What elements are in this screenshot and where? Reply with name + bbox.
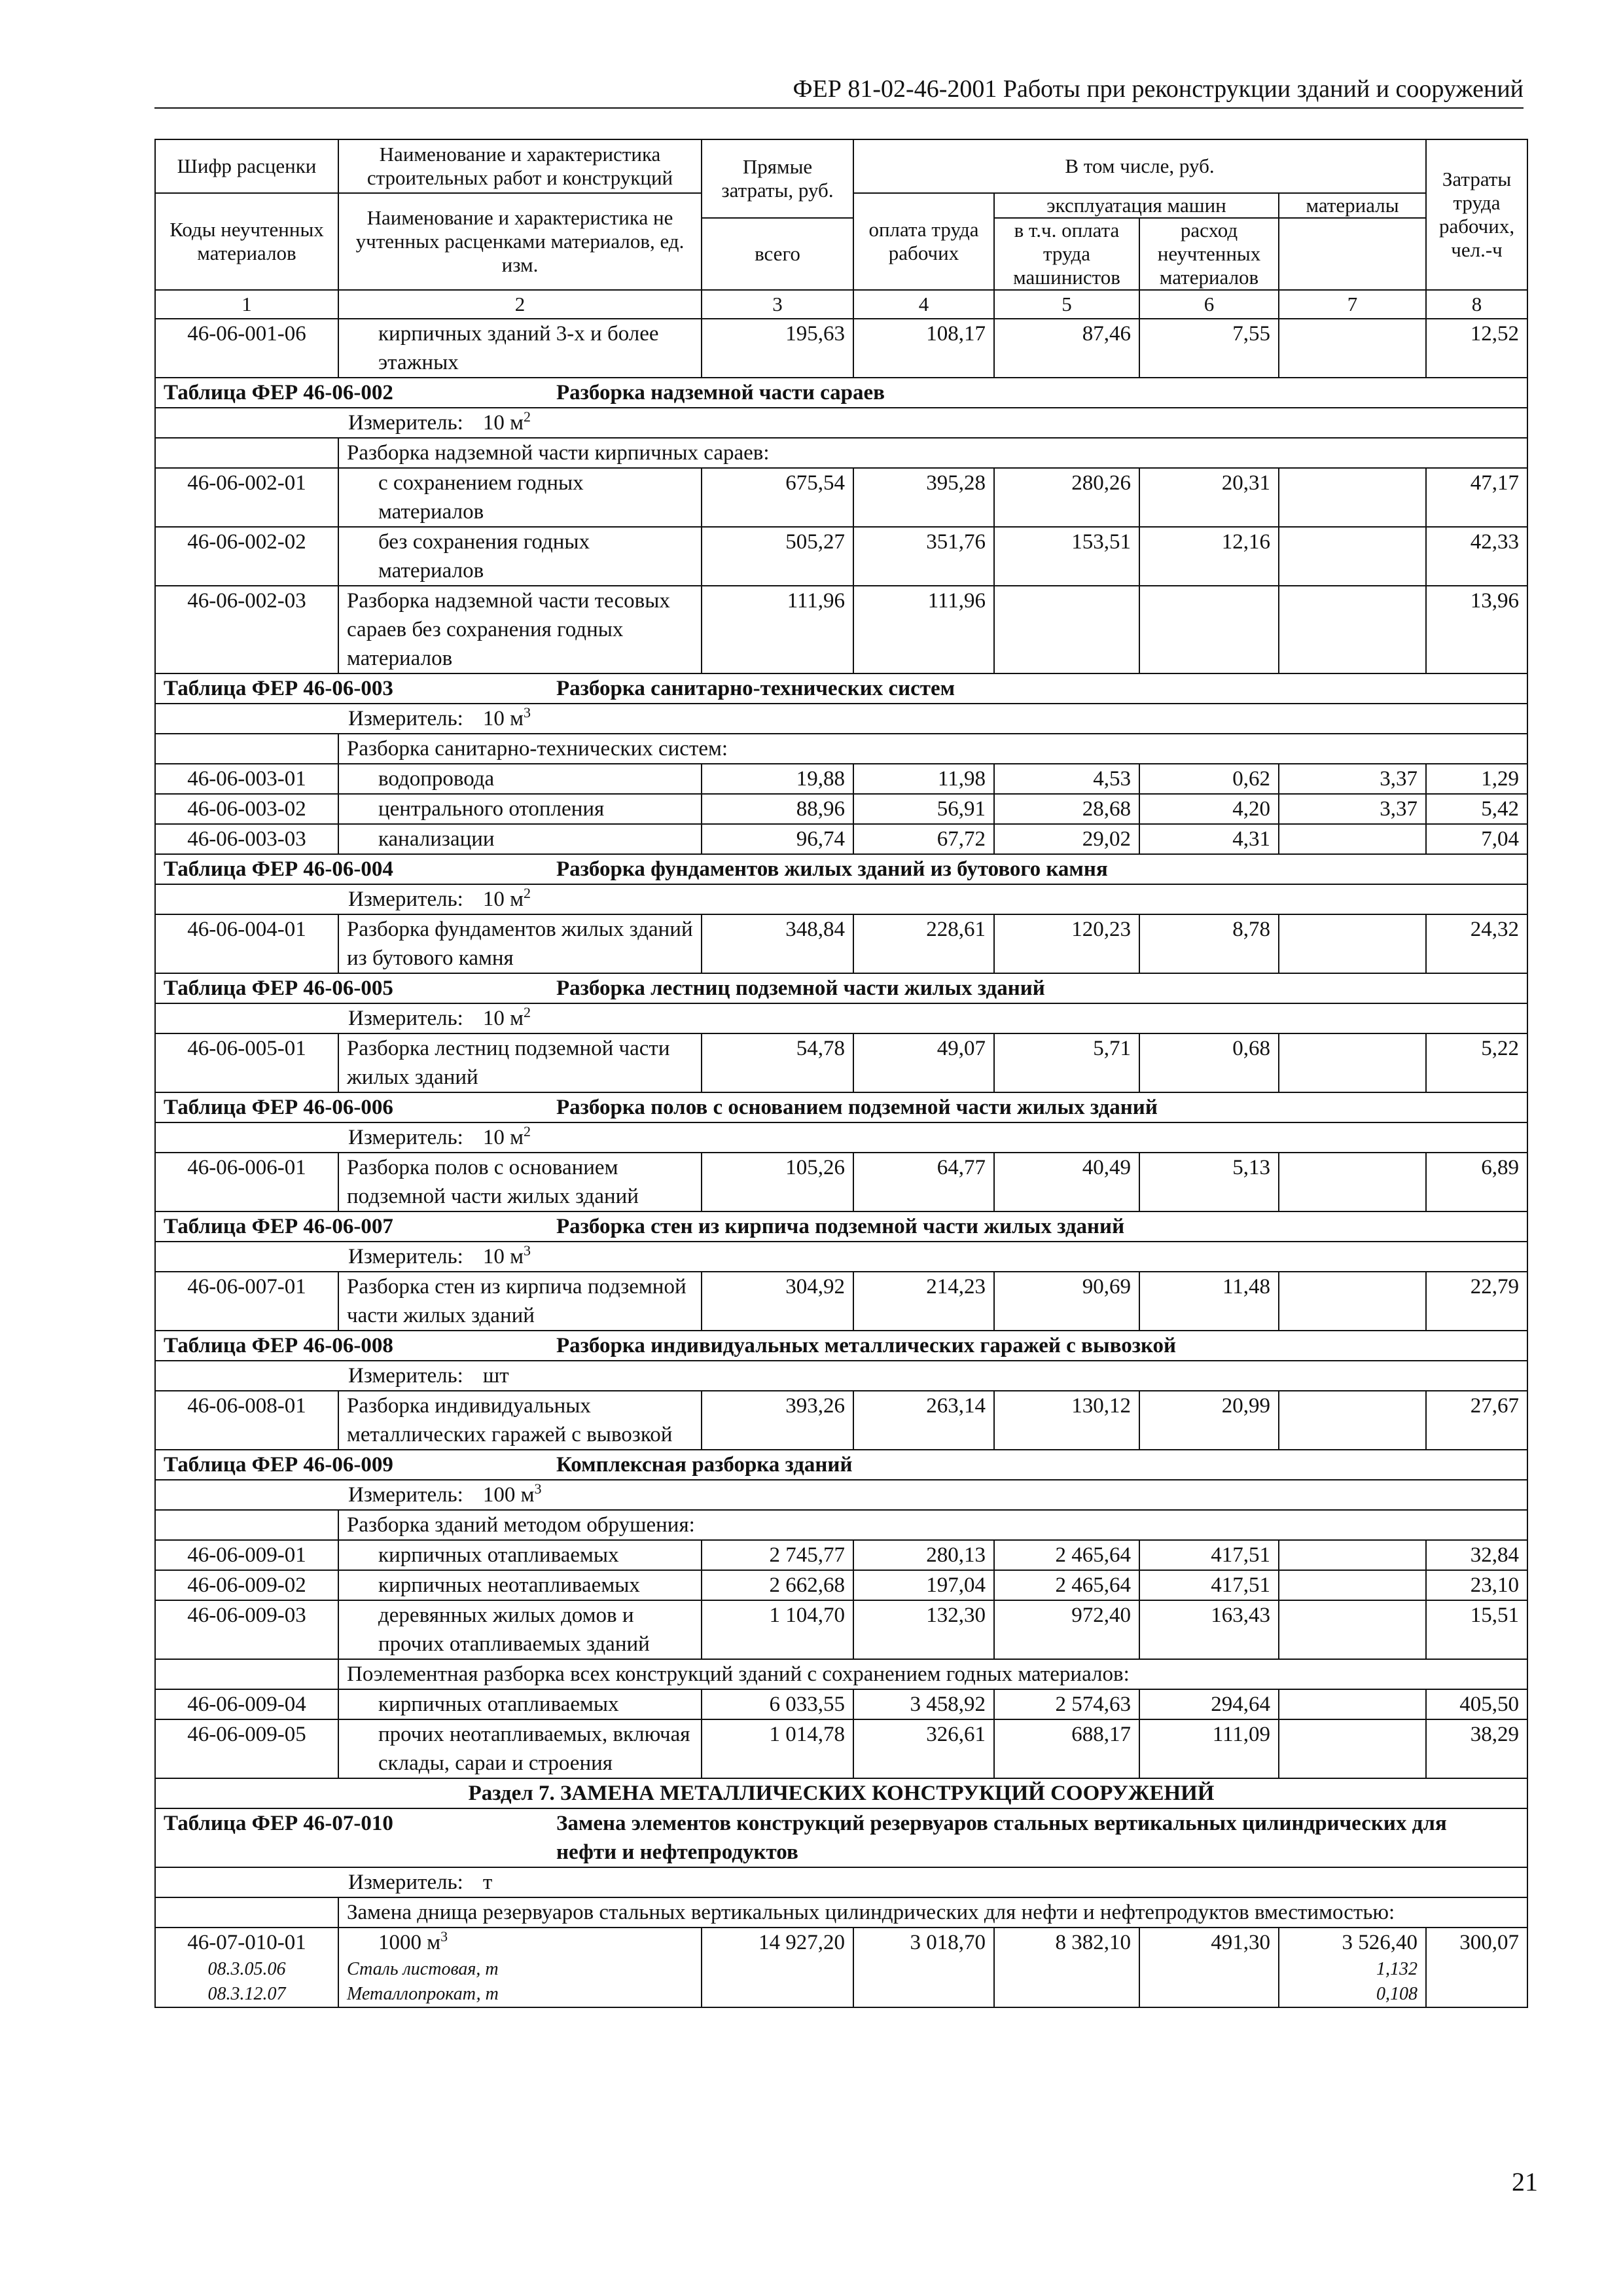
col-header-incl: В том числе, руб.: [853, 139, 1426, 193]
labor-cost: 15,51: [1426, 1600, 1527, 1659]
measure-value: 10 $м^2$: [482, 885, 531, 911]
machinist-wages: 5,13: [1139, 1153, 1279, 1211]
rate-code: [155, 1928, 338, 2007]
table-row: [155, 914, 1527, 973]
table-title: [155, 1092, 1527, 1122]
col-number: 6: [1139, 290, 1279, 319]
machinist-wages: 7,55: [1139, 319, 1279, 378]
rate-name: кирпичных зданий 3-х и более этажных: [338, 319, 702, 378]
measure-row: [155, 408, 1527, 438]
machines-total: 120,23: [994, 914, 1139, 973]
materials: [1279, 468, 1426, 527]
col-header-codes-materials: Коды неучтенных материалов: [155, 193, 338, 290]
col-number: 8: [1426, 290, 1527, 319]
materials: [1279, 1391, 1426, 1450]
labor-cost: 7,04: [1426, 824, 1527, 854]
table-title-text: Разборка санитарно-технических систем: [556, 677, 955, 700]
table-title-text: Замена элементов конструкций резервуаров стальных вертикальных цилиндрических для нефти и нефтепродуктов: [556, 1812, 1447, 1864]
col-header-labor: Затраты труда рабочих, чел.-ч: [1426, 139, 1527, 290]
direct-cost: 54,78: [702, 1033, 853, 1092]
wages: 228,61: [853, 914, 994, 973]
labor-cost: 22,79: [1426, 1272, 1527, 1331]
direct-cost: 6 033,55: [702, 1689, 853, 1719]
machines-total: 2 574,63: [994, 1689, 1139, 1719]
group-caption: Разборка зданий методом обрушения:: [338, 1510, 1527, 1540]
group-caption: Поэлементная разборка всех конструкций зданий с сохранением годных материалов:: [338, 1659, 1527, 1689]
table-title-text: Разборка стен из кирпича подземной части жилых зданий: [556, 1215, 1125, 1238]
direct-cost: 505,27: [702, 527, 853, 586]
header-rule: [154, 107, 1524, 109]
measure-value: 10 $м^2$: [482, 1123, 531, 1149]
col-number: 7: [1279, 290, 1426, 319]
rate-code: 46-06-006-01: [155, 1153, 338, 1211]
rate-code: 46-06-001-06: [155, 319, 338, 378]
materials: [1279, 1719, 1426, 1778]
price-table: [154, 139, 1528, 2008]
table-title-text: Разборка лестниц подземной части жилых зданий: [556, 977, 1045, 1000]
measure-label: Измеритель:: [348, 1126, 463, 1149]
machinist-wages: 20,31: [1139, 468, 1279, 527]
group-caption: Разборка надземной части кирпичных сараев:: [338, 438, 1527, 468]
rate-name: Разборка стен из кирпича подземной части жилых зданий: [338, 1272, 702, 1331]
col-header-code: Шифр расценки: [155, 139, 338, 193]
direct-cost: 1 104,70: [702, 1600, 853, 1659]
machinist-wages: 417,51: [1139, 1570, 1279, 1600]
table-row: [155, 1033, 1527, 1092]
wages: 197,04: [853, 1570, 994, 1600]
table-code: Таблица ФЕР 46-06-007: [164, 1215, 393, 1238]
col-number: 4: [853, 290, 994, 319]
rate-code: 46-06-003-03: [155, 824, 338, 854]
materials: [1279, 586, 1426, 673]
table-title-text: Разборка индивидуальных металлических гаражей с вывозкой: [556, 1334, 1177, 1357]
table-code: Таблица ФЕР 46-06-002: [164, 381, 393, 404]
materials: [1279, 319, 1426, 378]
document-header: ФЕР 81-02-46-2001 Работы при реконструкции зданий и сооружений: [793, 75, 1524, 103]
machinist-wages: 11,48: [1139, 1272, 1279, 1331]
materials: [1279, 527, 1426, 586]
direct-cost: 96,74: [702, 824, 853, 854]
table-row: [155, 319, 1527, 378]
wages: 280,13: [853, 1540, 994, 1570]
machines-total: 87,46: [994, 319, 1139, 378]
rate-name: Разборка фундаментов жилых зданий из бутового камня: [338, 914, 702, 973]
rate-code: 46-06-002-01: [155, 468, 338, 527]
labor-cost: 12,52: [1426, 319, 1527, 378]
wages: 3 018,70: [853, 1928, 994, 2007]
wages: 64,77: [853, 1153, 994, 1211]
materials: [1279, 1689, 1426, 1719]
table-title-text: Комплексная разборка зданий: [556, 1453, 853, 1477]
col-header-materials-sub: расход неучтенных материалов: [1139, 218, 1279, 290]
direct-cost: 348,84: [702, 914, 853, 973]
col-header-machines: эксплуатация машин: [994, 193, 1279, 218]
table-title: [155, 854, 1527, 884]
machinist-wages: 8,78: [1139, 914, 1279, 973]
measure-label: Измеритель:: [348, 707, 463, 730]
measure-value: шт: [482, 1364, 509, 1388]
labor-cost: 13,96: [1426, 586, 1527, 673]
table-row: [155, 1928, 1527, 2007]
table-row: [155, 1719, 1527, 1778]
wages: 351,76: [853, 527, 994, 586]
direct-cost: 19,88: [702, 764, 853, 794]
machines-total: 2 465,64: [994, 1570, 1139, 1600]
rate-name: кирпичных отапливаемых: [338, 1689, 702, 1719]
table-title: [155, 378, 1527, 408]
machinist-wages: 20,99: [1139, 1391, 1279, 1450]
material-qty: 1,132: [1376, 1959, 1418, 1979]
materials: [1279, 1272, 1426, 1331]
machinist-wages: 0,62: [1139, 764, 1279, 794]
wages: 56,91: [853, 794, 994, 824]
measure-value: 10 $м^2$: [482, 1004, 531, 1030]
measure-value: 10 $м^3$: [482, 1242, 531, 1268]
direct-cost: 2 745,77: [702, 1540, 853, 1570]
direct-cost: 105,26: [702, 1153, 853, 1211]
rate-code-value: 46-07-010-01: [187, 1931, 306, 1954]
machinist-wages: 417,51: [1139, 1540, 1279, 1570]
table-row: [155, 764, 1527, 794]
materials: [1279, 1570, 1426, 1600]
materials: [1279, 914, 1426, 973]
machines-total: 8 382,10: [994, 1928, 1139, 2007]
rate-code: 46-06-009-05: [155, 1719, 338, 1778]
machinist-wages: 4,20: [1139, 794, 1279, 824]
labor-cost: 5,22: [1426, 1033, 1527, 1092]
labor-cost: 300,07: [1426, 1928, 1527, 2007]
rate-code: 46-06-005-01: [155, 1033, 338, 1092]
col-number: 5: [994, 290, 1139, 319]
measure-row: [155, 1867, 1527, 1897]
measure-row: [155, 1122, 1527, 1153]
wages: 395,28: [853, 468, 994, 527]
direct-cost: 111,96: [702, 586, 853, 673]
machines-total: 153,51: [994, 527, 1139, 586]
rate-name: Разборка полов с основанием подземной части жилых зданий: [338, 1153, 702, 1211]
measure-row: [155, 1361, 1527, 1391]
col-header-name: Наименование и характеристика строительных работ и конструкций: [338, 139, 702, 193]
direct-cost: 195,63: [702, 319, 853, 378]
labor-cost: 32,84: [1426, 1540, 1527, 1570]
table-row: [155, 1391, 1527, 1450]
labor-cost: 405,50: [1426, 1689, 1527, 1719]
machinist-wages: 4,31: [1139, 824, 1279, 854]
machinist-wages: 294,64: [1139, 1689, 1279, 1719]
wages: 108,17: [853, 319, 994, 378]
labor-cost: 38,29: [1426, 1719, 1527, 1778]
table-row: [155, 794, 1527, 824]
table-row: [155, 1272, 1527, 1331]
measure-value: 10 $м^3$: [482, 704, 531, 730]
direct-cost: 393,26: [702, 1391, 853, 1450]
table-row: [155, 1600, 1527, 1659]
machines-total: 130,12: [994, 1391, 1139, 1450]
rate-name: кирпичных отапливаемых: [338, 1540, 702, 1570]
direct-cost: 675,54: [702, 468, 853, 527]
table-row: [155, 468, 1527, 527]
measure-label: Измеритель:: [348, 888, 463, 911]
materials: [1279, 1600, 1426, 1659]
materials: [1279, 1153, 1426, 1211]
measure-label: Измеритель:: [348, 1364, 463, 1388]
table-code: Таблица ФЕР 46-06-008: [164, 1334, 393, 1357]
col-header-machines-total: всего: [702, 218, 853, 290]
material-qty: 0,108: [1376, 1984, 1418, 2004]
direct-cost: 14 927,20: [702, 1928, 853, 2007]
measure-value: 100 $м^3$: [482, 1480, 542, 1507]
group-caption: Разборка санитарно-технических систем:: [338, 734, 1527, 764]
machinist-wages: 12,16: [1139, 527, 1279, 586]
wages: 326,61: [853, 1719, 994, 1778]
machines-total: 972,40: [994, 1600, 1139, 1659]
materials: [1279, 1928, 1426, 2007]
direct-cost: 2 662,68: [702, 1570, 853, 1600]
section-title: Раздел 7. ЗАМЕНА МЕТАЛЛИЧЕСКИХ КОНСТРУКЦИЙ СООРУЖЕНИЙ: [155, 1778, 1527, 1808]
rate-name: Разборка лестниц подземной части жилых зданий: [338, 1033, 702, 1092]
col-header-machinist: в т.ч. оплата труда машинистов: [994, 218, 1139, 290]
rate-code: 46-06-009-02: [155, 1570, 338, 1600]
table-title: [155, 973, 1527, 1003]
rate-name: Разборка индивидуальных металлических гаражей с вывозкой: [338, 1391, 702, 1450]
table-row: [155, 1689, 1527, 1719]
rate-code: 46-06-004-01: [155, 914, 338, 973]
labor-cost: 23,10: [1426, 1570, 1527, 1600]
table-code: Таблица ФЕР 46-06-005: [164, 977, 393, 1000]
table-code: Таблица ФЕР 46-06-006: [164, 1096, 393, 1119]
table-row: [155, 1570, 1527, 1600]
wages: 111,96: [853, 586, 994, 673]
table-title: [155, 1808, 1527, 1867]
table-title: [155, 673, 1527, 704]
rate-code: 46-06-009-03: [155, 1600, 338, 1659]
rate-name: кирпичных неотапливаемых: [338, 1570, 702, 1600]
machinist-wages: 0,68: [1139, 1033, 1279, 1092]
labor-cost: 47,17: [1426, 468, 1527, 527]
table-row: [155, 1540, 1527, 1570]
measure-row: [155, 1003, 1527, 1033]
col-number: 2: [338, 290, 702, 319]
rate-name: Разборка надземной части тесовых сараев без сохранения годных материалов: [338, 586, 702, 673]
materials: 3,37: [1279, 794, 1426, 824]
rate-name: [338, 1928, 702, 2007]
direct-cost: 304,92: [702, 1272, 853, 1331]
labor-cost: 42,33: [1426, 527, 1527, 586]
machinist-wages: 163,43: [1139, 1600, 1279, 1659]
direct-cost: 1 014,78: [702, 1719, 853, 1778]
measure-label: Измеритель:: [348, 1483, 463, 1507]
rate-code: 46-06-003-01: [155, 764, 338, 794]
rate-name: прочих неотапливаемых, включая склады, сараи и строения: [338, 1719, 702, 1778]
machines-total: 5,71: [994, 1033, 1139, 1092]
machines-total: 90,69: [994, 1272, 1139, 1331]
labor-cost: 27,67: [1426, 1391, 1527, 1450]
measure-value: т: [482, 1871, 493, 1894]
col-header-name-materials: Наименование и характеристика не учтенных расценками материалов, ед. изм.: [338, 193, 702, 290]
wages: 11,98: [853, 764, 994, 794]
rate-code: 46-06-003-02: [155, 794, 338, 824]
table-title-text: Разборка фундаментов жилых зданий из бутового камня: [556, 857, 1108, 881]
measure-label: Измеритель:: [348, 1245, 463, 1268]
wages: 132,30: [853, 1600, 994, 1659]
machines-total: [994, 586, 1139, 673]
table-code: Таблица ФЕР 46-06-009: [164, 1453, 393, 1477]
rate-code: 46-06-007-01: [155, 1272, 338, 1331]
table-row: [155, 527, 1527, 586]
direct-cost: 88,96: [702, 794, 853, 824]
table-code: Таблица ФЕР 46-07-010: [164, 1812, 393, 1835]
col-number: 3: [702, 290, 853, 319]
table-row: [155, 1153, 1527, 1211]
wages: 49,07: [853, 1033, 994, 1092]
page-number: 21: [1512, 2167, 1538, 2197]
machines-total: 280,26: [994, 468, 1139, 527]
rate-name: без сохранения годных материалов: [338, 527, 702, 586]
col-number: 1: [155, 290, 338, 319]
material-name: Металлопрокат, т: [347, 1984, 499, 2004]
rate-code: 46-06-008-01: [155, 1391, 338, 1450]
wages: 67,72: [853, 824, 994, 854]
wages: 3 458,92: [853, 1689, 994, 1719]
measure-value: 10 $м^2$: [482, 408, 531, 435]
table-row: [155, 586, 1527, 673]
machines-total: 29,02: [994, 824, 1139, 854]
machinist-wages: [1139, 586, 1279, 673]
table-title: [155, 1450, 1527, 1480]
material-code: 08.3.12.07: [207, 1984, 286, 2004]
table-code: Таблица ФЕР 46-06-004: [164, 857, 393, 881]
materials: [1279, 1540, 1426, 1570]
measure-row: [155, 884, 1527, 914]
measure-row: [155, 1480, 1527, 1510]
rate-code: 46-06-002-02: [155, 527, 338, 586]
measure-row: [155, 1242, 1527, 1272]
table-code: Таблица ФЕР 46-06-003: [164, 677, 393, 700]
rate-name: канализации: [338, 824, 702, 854]
rate-name: водопровода: [338, 764, 702, 794]
rate-code: 46-06-009-01: [155, 1540, 338, 1570]
table-title-text: Разборка надземной части сараев: [556, 381, 885, 404]
measure-label: Измеритель:: [348, 411, 463, 435]
materials: [1279, 1033, 1426, 1092]
labor-cost: 24,32: [1426, 914, 1527, 973]
machines-total: 2 465,64: [994, 1540, 1139, 1570]
rate-code: 46-06-009-04: [155, 1689, 338, 1719]
table-title: [155, 1211, 1527, 1242]
labor-cost: 5,42: [1426, 794, 1527, 824]
labor-cost: 6,89: [1426, 1153, 1527, 1211]
rate-code: 46-06-002-03: [155, 586, 338, 673]
materials-value: 3 526,40: [1342, 1931, 1418, 1954]
wages: 263,14: [853, 1391, 994, 1450]
material-name: Сталь листовая, т: [347, 1959, 499, 1979]
group-caption: Замена днища резервуаров стальных вертикальных цилиндрических для нефти и нефтепродуктов вместимостью:: [338, 1897, 1527, 1928]
col-header-direct: Прямые затраты, руб.: [702, 139, 853, 218]
machinist-wages: 491,30: [1139, 1928, 1279, 2007]
measure-label: Измеритель:: [348, 1871, 463, 1894]
rate-name: центрального отопления: [338, 794, 702, 824]
materials: [1279, 824, 1426, 854]
labor-cost: 1,29: [1426, 764, 1527, 794]
col-header-materials: материалы: [1279, 193, 1426, 218]
machines-total: 40,49: [994, 1153, 1139, 1211]
machines-total: 4,53: [994, 764, 1139, 794]
material-code: 08.3.05.06: [207, 1959, 286, 1979]
wages: 214,23: [853, 1272, 994, 1331]
col-header-wages: оплата труда рабочих: [853, 193, 994, 290]
table-title: [155, 1331, 1527, 1361]
measure-row: [155, 704, 1527, 734]
rate-name-value: 1000 $м^3$: [378, 1928, 448, 1954]
table-title-text: Разборка полов с основанием подземной части жилых зданий: [556, 1096, 1158, 1119]
measure-label: Измеритель:: [348, 1007, 463, 1030]
rate-name: с сохранением годных материалов: [338, 468, 702, 527]
rate-name: деревянных жилых домов и прочих отапливаемых зданий: [338, 1600, 702, 1659]
machines-total: 28,68: [994, 794, 1139, 824]
machines-total: 688,17: [994, 1719, 1139, 1778]
table-row: [155, 824, 1527, 854]
materials: 3,37: [1279, 764, 1426, 794]
machinist-wages: 111,09: [1139, 1719, 1279, 1778]
